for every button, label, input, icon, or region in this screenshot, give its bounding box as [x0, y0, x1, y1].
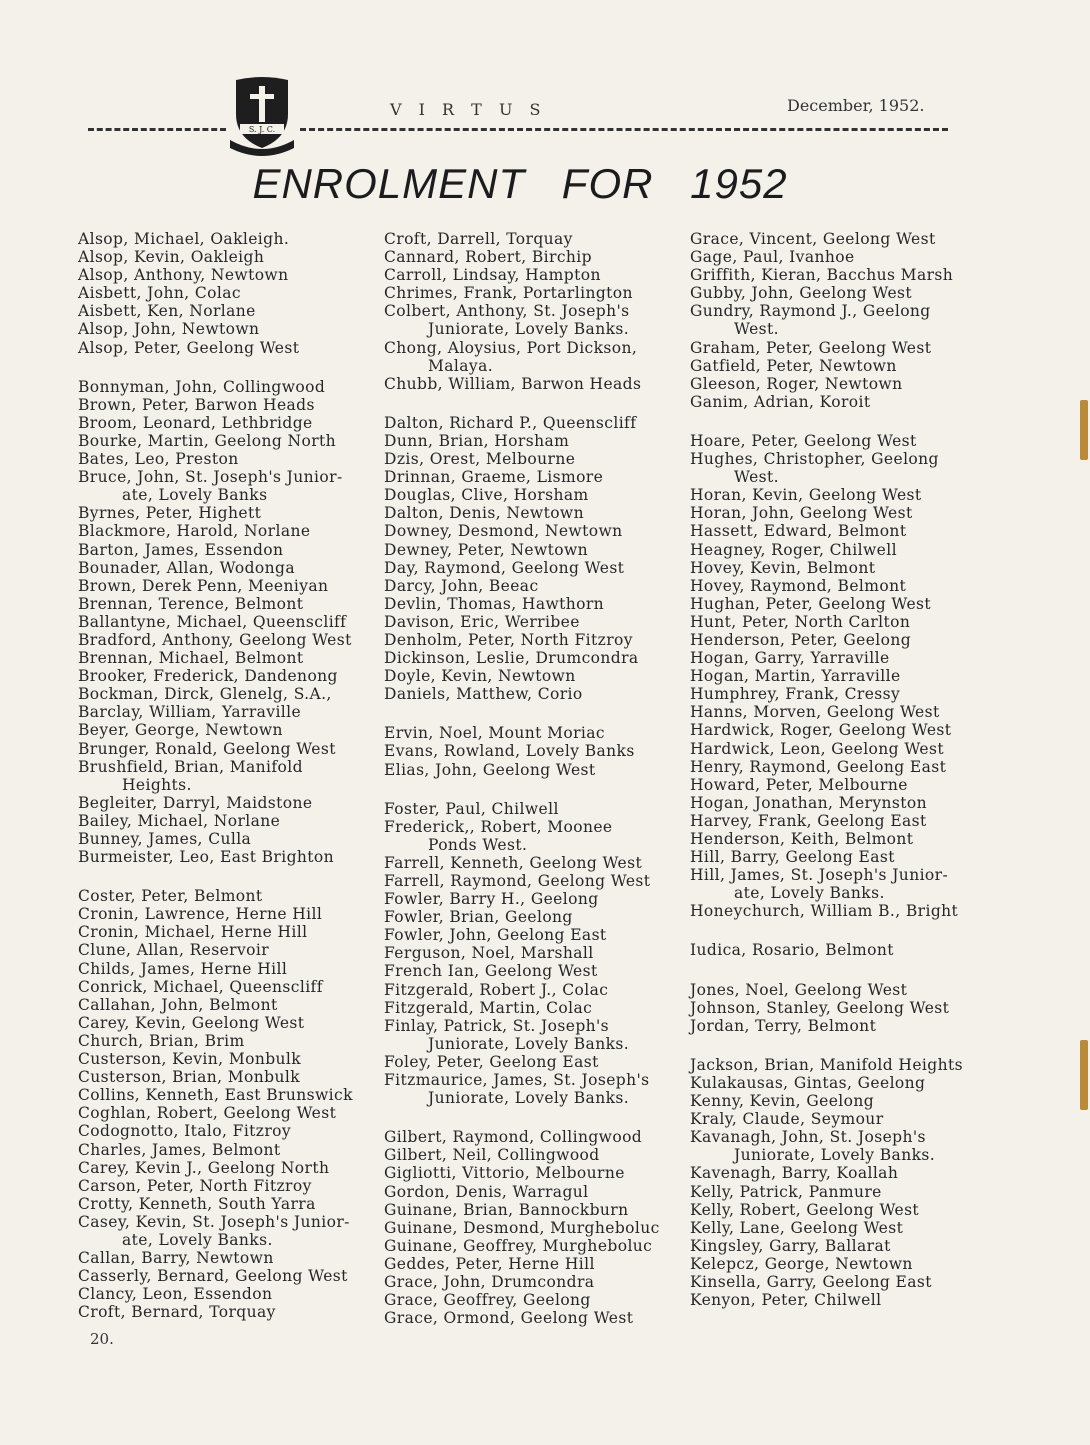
- enrolment-entry: Henderson, Peter, Geelong: [690, 630, 912, 649]
- enrolment-entry: Fitzgerald, Robert J., Colac: [384, 980, 609, 999]
- page-edge-tab: [1080, 400, 1088, 460]
- enrolment-entry: Howard, Peter, Melbourne: [690, 775, 908, 794]
- enrolment-entry: Church, Brian, Brim: [78, 1031, 245, 1050]
- enrolment-entry: Henderson, Keith, Belmont: [690, 830, 914, 848]
- enrolment-entry: Colbert, Anthony, St. Joseph's: [384, 302, 630, 321]
- enrolment-entry: Bates, Leo, Preston: [78, 450, 239, 469]
- enrolment-entry: Kulakausas, Gintas, Geelong: [690, 1073, 926, 1092]
- enrolment-entry: Cannard, Robert, Birchip: [384, 248, 592, 267]
- enrolment-entry: Kavenagh, Barry, Koallah: [690, 1164, 899, 1183]
- enrolment-entry: Hardwick, Roger, Geelong West: [690, 721, 952, 740]
- page-title: ENROLMENT FOR 1952: [252, 160, 788, 207]
- enrolment-entry: Croft, Darrell, Torquay: [384, 230, 573, 248]
- enrolment-entry: Bourke, Martin, Geelong North: [78, 431, 337, 450]
- enrolment-entry: Alsop, Michael, Oakleigh.: [78, 230, 290, 248]
- section-gap: [384, 779, 684, 800]
- enrolment-entry: Foster, Paul, Chilwell: [384, 799, 559, 818]
- section-gap: [384, 703, 684, 724]
- enrolment-entry-continuation: ate, Lovely Banks.: [734, 884, 885, 903]
- enrolment-entry: Kenny, Kevin, Geelong: [690, 1092, 875, 1111]
- enrolment-entry: Kraly, Claude, Seymour: [690, 1110, 884, 1129]
- enrolment-entry-continuation: Juniorate, Lovely Banks.: [734, 1146, 936, 1165]
- enrolment-entry: Elias, John, Geelong West: [384, 760, 596, 779]
- enrolment-entry: Gigliotti, Vittorio, Melbourne: [384, 1164, 625, 1183]
- enrolment-entry: Brennan, Terence, Belmont: [78, 594, 304, 613]
- issue-date: December, 1952.: [787, 96, 925, 115]
- enrolment-entry: Charles, James, Belmont: [78, 1140, 281, 1159]
- enrolment-entry: Jones, Noel, Geelong West: [690, 980, 908, 999]
- enrolment-entry: Brushfield, Brian, Manifold: [78, 757, 303, 776]
- enrolment-entry: Fowler, Brian, Geelong: [384, 908, 573, 927]
- enrolment-entry: Horan, John, Geelong West: [690, 504, 913, 523]
- enrolment-entry: Gilbert, Raymond, Collingwood: [384, 1128, 643, 1147]
- enrolment-entry: Gordon, Denis, Warragul: [384, 1182, 589, 1201]
- enrolment-entry: Barclay, William, Yarraville: [78, 703, 302, 722]
- enrolment-entry: Codognotto, Italo, Fitzroy: [78, 1122, 292, 1141]
- enrolment-entry: Casey, Kevin, St. Joseph's Junior-: [78, 1212, 350, 1231]
- enrolment-entry: Hassett, Edward, Belmont: [690, 522, 907, 541]
- enrolment-entry: Hogan, Garry, Yarraville: [690, 649, 890, 668]
- enrolment-entry: Dalton, Denis, Newtown: [384, 504, 584, 523]
- enrolment-entry: Chong, Aloysius, Port Dickson,: [384, 338, 638, 357]
- section-gap: [384, 393, 684, 414]
- enrolment-entry: Dunn, Brian, Horsham: [384, 431, 570, 450]
- enrolment-entry: Graham, Peter, Geelong West: [690, 338, 932, 357]
- enrolment-entry: Hovey, Raymond, Belmont: [690, 576, 907, 595]
- enrolment-entry-continuation: Juniorate, Lovely Banks.: [428, 320, 630, 339]
- enrolment-entry: Hunt, Peter, North Carlton: [690, 612, 911, 631]
- enrolment-entry: Heagney, Roger, Chilwell: [690, 540, 897, 559]
- enrolment-entry: Guinane, Geoffrey, Murgheboluc: [384, 1236, 653, 1255]
- header-rule-right: [300, 128, 948, 135]
- section-gap: [78, 357, 378, 378]
- enrolment-entry: Hovey, Kevin, Belmont: [690, 558, 876, 577]
- enrolment-entry: Chubb, William, Barwon Heads: [384, 374, 642, 393]
- enrolment-entry: Beyer, George, Newtown: [78, 721, 283, 740]
- enrolment-entry: Gage, Paul, Ivanhoe: [690, 248, 855, 267]
- enrolment-entry: Gubby, John, Geelong West: [690, 284, 912, 303]
- enrolment-entry: Alsop, Anthony, Newtown: [78, 266, 289, 285]
- enrolment-entry: Kelepcz, George, Newtown: [690, 1254, 913, 1273]
- enrolment-entry: Ballantyne, Michael, Queenscliff: [78, 612, 347, 631]
- enrolment-entry: Geddes, Peter, Herne Hill: [384, 1254, 595, 1273]
- enrolment-entry: Downey, Desmond, Newtown: [384, 522, 623, 541]
- enrolment-entry: Barton, James, Essendon: [78, 540, 284, 559]
- enrolment-entry: Conrick, Michael, Queenscliff: [78, 977, 323, 996]
- enrolment-entry-continuation: Malaya.: [428, 356, 494, 375]
- enrolment-entry: Crotty, Kenneth, South Yarra: [78, 1194, 316, 1213]
- enrolment-entry: Collins, Kenneth, East Brunswick: [78, 1086, 353, 1105]
- enrolment-entry: Daniels, Matthew, Corio: [384, 685, 583, 704]
- enrolment-entry: Grace, Ormond, Geelong West: [384, 1309, 634, 1328]
- enrolment-entry: Denholm, Peter, North Fitzroy: [384, 630, 633, 649]
- enrolment-entry: Johnson, Stanley, Geelong West: [690, 998, 950, 1017]
- enrolment-entry: Henry, Raymond, Geelong East: [690, 757, 947, 776]
- enrolment-entry: Brunger, Ronald, Geelong West: [78, 739, 336, 758]
- section-gap: [690, 411, 990, 432]
- enrolment-entry: Bailey, Michael, Norlane: [78, 811, 281, 830]
- enrolment-entry: Hill, Barry, Geelong East: [690, 848, 895, 867]
- enrolment-entry: Kelly, Patrick, Panmure: [690, 1182, 882, 1201]
- enrolment-entry: Kinsella, Garry, Geelong East: [690, 1272, 932, 1291]
- enrolment-entry: Gleeson, Roger, Newtown: [690, 374, 903, 393]
- enrolment-entry: Clancy, Leon, Essendon: [78, 1285, 273, 1304]
- enrolment-entry: Gilbert, Neil, Collingwood: [384, 1146, 600, 1165]
- enrolment-entry: Kingsley, Garry, Ballarat: [690, 1236, 891, 1255]
- enrolment-entry: Hardwick, Leon, Geelong West: [690, 739, 944, 758]
- enrolment-entry: Devlin, Thomas, Hawthorn: [384, 594, 605, 613]
- enrolment-entry: Grace, John, Drumcondra: [384, 1272, 595, 1291]
- enrolment-entry: Begleiter, Darryl, Maidstone: [78, 793, 313, 812]
- enrolment-entry: Jackson, Brian, Manifold Heights: [690, 1055, 963, 1074]
- enrolment-entry: Fowler, Barry H., Geelong: [384, 890, 599, 909]
- enrolment-entry: Byrnes, Peter, Highett: [78, 504, 262, 523]
- enrolment-entry: Aisbett, Ken, Norlane: [78, 302, 256, 321]
- enrolment-entry: Coster, Peter, Belmont: [78, 887, 263, 906]
- enrolment-entry: Custerson, Brian, Monbulk: [78, 1068, 301, 1087]
- enrolment-entry: Grace, Geoffrey, Geelong: [384, 1291, 591, 1310]
- enrolment-entry: Bradford, Anthony, Geelong West: [78, 630, 352, 649]
- enrolment-entry: Burmeister, Leo, East Brighton: [78, 848, 335, 867]
- enrolment-entry: French Ian, Geelong West: [384, 962, 598, 981]
- enrolment-entry: Hughes, Christopher, Geelong: [690, 450, 939, 469]
- enrolment-entry: Finlay, Patrick, St. Joseph's: [384, 1016, 610, 1035]
- enrolment-entry: Guinane, Desmond, Murgheboluc: [384, 1218, 660, 1237]
- enrolment-entry-continuation: West.: [734, 468, 779, 487]
- enrolment-entry: Gundry, Raymond J., Geelong: [690, 302, 931, 321]
- enrolment-entry: Brooker, Frederick, Dandenong: [78, 667, 338, 686]
- enrolment-entry: Ervin, Noel, Mount Moriac: [384, 724, 605, 743]
- enrolment-entry: Fitzgerald, Martin, Colac: [384, 998, 593, 1017]
- enrolment-entry: Hughan, Peter, Geelong West: [690, 594, 932, 613]
- enrolment-entry: Kenyon, Peter, Chilwell: [690, 1291, 882, 1310]
- enrolment-entry: Kelly, Robert, Geelong West: [690, 1200, 920, 1219]
- enrolment-entry: Alsop, John, Newtown: [78, 320, 260, 339]
- enrolment-entry: Day, Raymond, Geelong West: [384, 558, 625, 577]
- section-gap: [690, 920, 990, 941]
- enrolment-entry: Ferguson, Noel, Marshall: [384, 944, 594, 963]
- enrolment-entry-continuation: Heights.: [122, 775, 192, 794]
- enrolment-entry: Honeychurch, William B., Bright: [690, 902, 959, 921]
- enrolment-entry: Clune, Allan, Reservoir: [78, 941, 270, 960]
- enrolment-entry: Jordan, Terry, Belmont: [690, 1016, 877, 1035]
- enrolment-entry: Chrimes, Frank, Portarlington: [384, 284, 633, 303]
- enrolment-entry: Cronin, Michael, Herne Hill: [78, 923, 308, 942]
- section-gap: [78, 866, 378, 887]
- enrolment-entry: Custerson, Kevin, Monbulk: [78, 1050, 302, 1069]
- enrolment-entry: Casserly, Bernard, Geelong West: [78, 1267, 348, 1286]
- enrolment-entry: Gatfield, Peter, Newtown: [690, 356, 897, 375]
- enrolment-entry: Callan, Barry, Newtown: [78, 1249, 274, 1268]
- enrolment-entry-continuation: Juniorate, Lovely Banks.: [428, 1034, 630, 1053]
- enrolment-entry: Harvey, Frank, Geelong East: [690, 811, 927, 830]
- enrolment-entry: Fitzmaurice, James, St. Joseph's: [384, 1071, 650, 1090]
- enrolment-entry: Dickinson, Leslie, Drumcondra: [384, 649, 639, 668]
- section-gap: [690, 1035, 990, 1056]
- enrolment-entry: Hanns, Morven, Geelong West: [690, 703, 940, 722]
- enrolment-entry: Brown, Peter, Barwon Heads: [78, 395, 315, 414]
- enrolment-entry-continuation: West.: [734, 320, 779, 339]
- school-crest-logo: [228, 74, 296, 158]
- enrolment-entry: Carson, Peter, North Fitzroy: [78, 1176, 312, 1195]
- enrolment-entry: Dalton, Richard P., Queenscliff: [384, 413, 637, 432]
- enrolment-entry: Callahan, John, Belmont: [78, 995, 278, 1014]
- enrolment-column-2: [384, 230, 684, 1327]
- enrolment-entry-continuation: Ponds West.: [428, 835, 528, 854]
- enrolment-entry: Bockman, Dirck, Glenelg, S.A.,: [78, 685, 332, 704]
- enrolment-entry: Bounader, Allan, Wodonga: [78, 558, 295, 577]
- enrolment-entry: Carroll, Lindsay, Hampton: [384, 266, 601, 285]
- enrolment-entry: Hill, James, St. Joseph's Junior-: [690, 866, 949, 885]
- enrolment-entry: Blackmore, Harold, Norlane: [78, 522, 311, 541]
- enrolment-entry: Farrell, Raymond, Geelong West: [384, 872, 651, 890]
- enrolment-entry: Frederick,, Robert, Moonee: [384, 817, 613, 836]
- enrolment-entry: Hogan, Martin, Yarraville: [690, 667, 901, 686]
- enrolment-entry: Dzis, Orest, Melbourne: [384, 450, 576, 469]
- enrolment-entry: Darcy, John, Beeac: [384, 576, 539, 595]
- enrolment-entry: Fowler, John, Geelong East: [384, 926, 607, 945]
- enrolment-entry: Brown, Derek Penn, Meeniyan: [78, 576, 329, 595]
- enrolment-entry: Guinane, Brian, Bannockburn: [384, 1200, 629, 1219]
- enrolment-entry: Grace, Vincent, Geelong West: [690, 230, 936, 248]
- enrolment-entry: Iudica, Rosario, Belmont: [690, 941, 894, 960]
- enrolment-entry: Bonnyman, John, Collingwood: [78, 377, 326, 396]
- header-rule-left: [88, 128, 226, 135]
- enrolment-entry-continuation: Juniorate, Lovely Banks.: [428, 1089, 630, 1108]
- enrolment-entry: Croft, Bernard, Torquay: [78, 1303, 276, 1322]
- enrolment-entry: Foley, Peter, Geelong East: [384, 1052, 599, 1071]
- enrolment-entry: Dewney, Peter, Newtown: [384, 540, 589, 559]
- enrolment-entry: Bunney, James, Culla: [78, 830, 252, 848]
- enrolment-entry-continuation: ate, Lovely Banks.: [122, 1230, 273, 1249]
- enrolment-entry: Alsop, Kevin, Oakleigh: [78, 248, 265, 267]
- enrolment-entry: Evans, Rowland, Lovely Banks: [384, 742, 635, 761]
- enrolment-entry: Hoare, Peter, Geelong West: [690, 431, 917, 450]
- magazine-name: V I R T U S: [390, 100, 547, 119]
- enrolment-entry: Humphrey, Frank, Cressy: [690, 685, 901, 704]
- section-gap: [384, 1107, 684, 1128]
- section-gap: [690, 960, 990, 981]
- enrolment-entry: Hogan, Jonathan, Merynston: [690, 793, 927, 812]
- enrolment-entry: Alsop, Peter, Geelong West: [78, 338, 300, 357]
- enrolment-entry: Horan, Kevin, Geelong West: [690, 486, 922, 505]
- enrolment-column-1: [78, 230, 378, 1321]
- crest-initials: S. J. C.: [248, 125, 276, 134]
- enrolment-entry: Farrell, Kenneth, Geelong West: [384, 853, 643, 872]
- enrolment-entry: Ganim, Adrian, Koroit: [690, 392, 871, 411]
- enrolment-entry: Broom, Leonard, Lethbridge: [78, 413, 313, 432]
- enrolment-entry-continuation: ate, Lovely Banks: [122, 486, 268, 505]
- enrolment-entry: Childs, James, Herne Hill: [78, 959, 288, 978]
- enrolment-entry: Cronin, Lawrence, Herne Hill: [78, 905, 323, 924]
- page-number: 20.: [90, 1330, 114, 1348]
- enrolment-entry: Aisbett, John, Colac: [78, 284, 241, 303]
- enrolment-entry: Davison, Eric, Werribee: [384, 612, 580, 631]
- enrolment-entry: Drinnan, Graeme, Lismore: [384, 468, 604, 487]
- enrolment-entry: Brennan, Michael, Belmont: [78, 649, 304, 668]
- enrolment-entry: Kavanagh, John, St. Joseph's: [690, 1128, 926, 1147]
- enrolment-entry: Bruce, John, St. Joseph's Junior-: [78, 468, 343, 487]
- enrolment-entry: Douglas, Clive, Horsham: [384, 486, 589, 505]
- enrolment-entry: Griffith, Kieran, Bacchus Marsh: [690, 266, 954, 285]
- enrolment-entry: Kelly, Lane, Geelong West: [690, 1218, 904, 1237]
- enrolment-column-3: [690, 230, 990, 1309]
- enrolment-entry: Coghlan, Robert, Geelong West: [78, 1104, 337, 1123]
- enrolment-entry: Carey, Kevin J., Geelong North: [78, 1158, 330, 1177]
- enrolment-entry: Doyle, Kevin, Newtown: [384, 667, 576, 686]
- page-edge-tab: [1080, 1040, 1088, 1110]
- enrolment-entry: Carey, Kevin, Geelong West: [78, 1013, 305, 1032]
